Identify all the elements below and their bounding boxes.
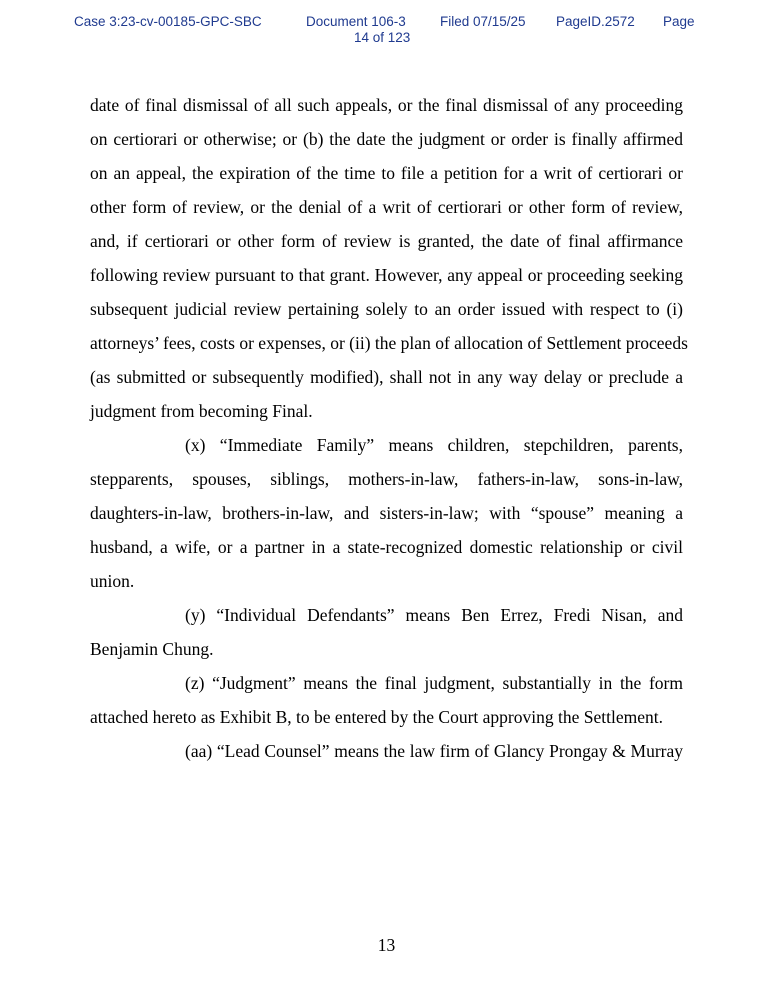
paragraph-final-definition	[90, 88, 688, 428]
text-line: (aa) “Lead Counsel” means the law firm of Glancy Prongay & Murray	[185, 741, 683, 761]
text-line: other form of review, or the denial of a writ of certiorari or other form of review,	[90, 197, 683, 217]
page-label: Page	[663, 14, 695, 29]
text-line: attached hereto as Exhibit B, to be entered by the Court approving the Settlement.	[90, 707, 663, 727]
page-id: PageID.2572	[556, 14, 635, 29]
text-line: subsequent judicial review pertaining solely to an order issued with respect to (i)	[90, 299, 683, 319]
text-line: (y) “Individual Defendants” means Ben Errez, Fredi Nisan, and	[185, 605, 683, 625]
text-line: following review pursuant to that grant. However, any appeal or proceeding seeking	[90, 265, 683, 285]
text-line: attorneys’ fees, costs or expenses, or (ii) the plan of allocation of Settlement proceeds	[90, 333, 688, 353]
paragraph-judgment	[90, 666, 683, 734]
text-line: union.	[90, 571, 135, 591]
text-line: Benjamin Chung.	[90, 639, 214, 659]
text-line: husband, a wife, or a partner in a state-recognized domestic relationship or civil	[90, 537, 683, 557]
paragraph-individual-defendants	[90, 598, 683, 666]
filed-date: Filed 07/15/25	[440, 14, 526, 29]
court-filing-header	[0, 14, 773, 50]
page-number: 13	[377, 935, 396, 955]
text-line: date of final dismissal of all such appeals, or the final dismissal of any proceeding	[90, 95, 683, 115]
document-number: Document 106-3	[306, 14, 406, 29]
page-of-total: 14 of 123	[354, 30, 411, 45]
paragraph-immediate-family	[90, 428, 683, 598]
text-line: (z) “Judgment” means the final judgment, substantially in the form	[185, 673, 683, 693]
paragraph-lead-counsel	[90, 734, 683, 768]
text-line: and, if certiorari or other form of review is granted, the date of final affirmance	[90, 231, 683, 251]
text-line: on certiorari or otherwise; or (b) the date the judgment or order is finally affirmed	[90, 129, 683, 149]
document-body	[90, 88, 688, 768]
text-line: (as submitted or subsequently modified), shall not in any way delay or preclude a	[90, 367, 683, 387]
case-number: Case 3:23-cv-00185-GPC-SBC	[74, 14, 262, 29]
text-line: on an appeal, the expiration of the time to file a petition for a writ of certiorari or	[90, 163, 683, 183]
text-line: judgment from becoming Final.	[90, 401, 313, 421]
text-line: daughters-in-law, brothers-in-law, and sisters-in-law; with “spouse” meaning a	[90, 503, 683, 523]
text-line: (x) “Immediate Family” means children, stepchildren, parents,	[185, 435, 683, 455]
text-line: stepparents, spouses, siblings, mothers-in-law, fathers-in-law, sons-in-law,	[90, 469, 683, 489]
